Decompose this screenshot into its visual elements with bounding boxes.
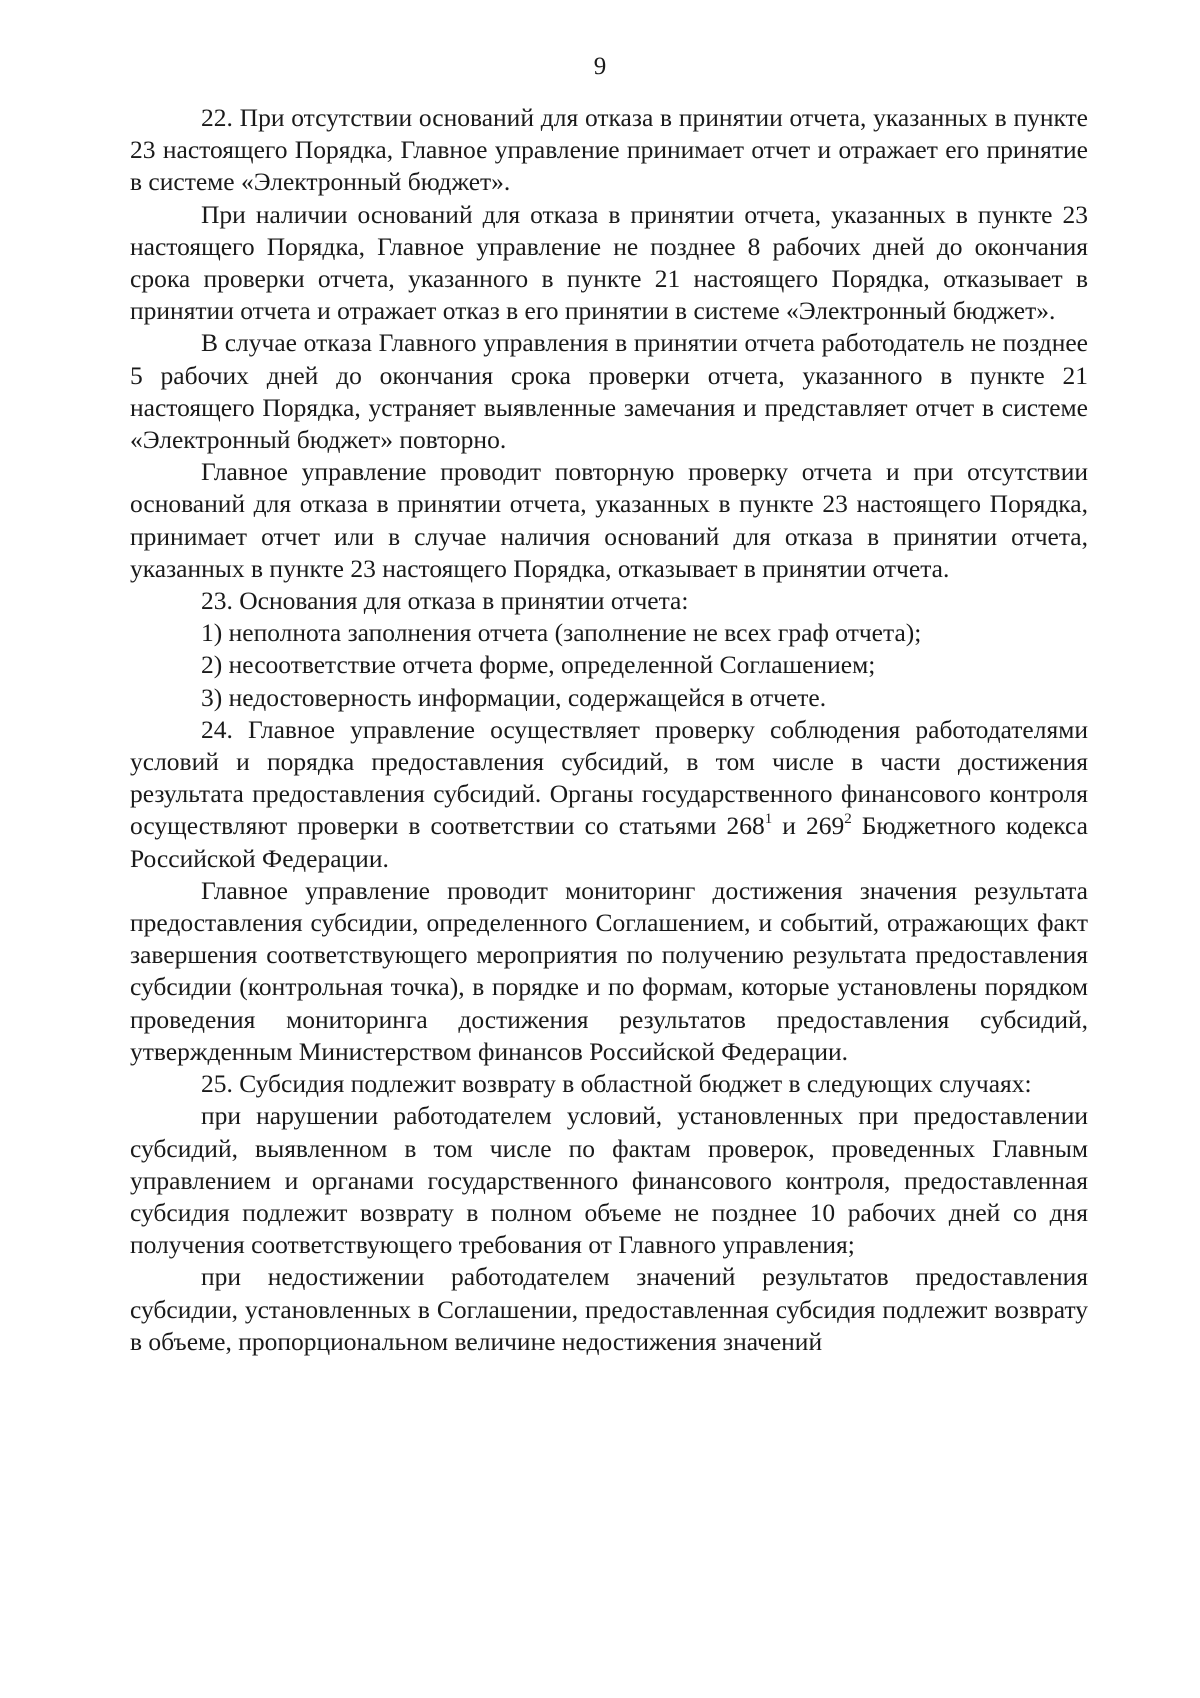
paragraph-25-violation-case: при нарушении работодателем условий, установленных при предоставлении субсидий, выявленном в том числе по фактам проверок, проведенных Главным управлением и органами государственного финансового контроля, предоставленная субсидия подлежит возврату в полном объеме не позднее 10 рабочих дней со дня получения соответствующего требования от Главного управления; <box>130 1101 1088 1260</box>
paragraph-22: 22. При отсутствии оснований для отказа в принятии отчета, указанных в пункте 23 настоящего Порядка, Главное управление принимает отчет и отражает его принятие в системе «Электронный бюджет». <box>130 103 1088 197</box>
paragraph-24 <box>130 714 1088 875</box>
list-item-2: 2) несоответствие отчета форме, определенной Соглашением; <box>201 650 876 680</box>
document-body <box>130 102 1088 1358</box>
paragraph-24-text-3: Бюджетного кодекса Российской Федерации. <box>130 811 1088 873</box>
superscript-article-2: 2 <box>844 810 852 827</box>
paragraph-22-resubmission: В случае отказа Главного управления в принятии отчета работодатель не позднее 5 рабочих дней до окончания срока проверки отчета, указанного в пункте 21 настоящего Порядка, устраняет выявленные замечания и представляет отчет в системе «Электронный бюджет» повторно. <box>130 328 1088 455</box>
paragraph-22-refusal: При наличии оснований для отказа в принятии отчета, указанных в пункте 23 настоящего Порядка, Главное управление не позднее 8 рабочих дней до окончания срока проверки отчета, указанного в пункте 21 настоящего Порядка, отказывает в принятии отчета и отражает отказ в его принятии в системе «Электронный бюджет». <box>130 199 1088 326</box>
paragraph-22-recheck: Главное управление проводит повторную проверку отчета и при отсутствии оснований для отказа в принятии отчета, указанных в пункте 23 настоящего Порядка, принимает отчет или в случае наличия оснований для отказа в принятии отчета, указанных в пункте 23 настоящего Порядка, отказывает в принятии отчета. <box>130 457 1088 583</box>
paragraph-23-heading: 23. Основания для отказа в принятии отчета: <box>201 586 689 616</box>
paragraph-25-underachievement-case: при недостижении работодателем значений результатов предоставления субсидии, установленных в Соглашении, предоставленная субсидия подлежит возврату в объеме, пропорциональном величине недостижения значений <box>130 1262 1088 1356</box>
paragraph-25-heading: 25. Субсидия подлежит возврату в областной бюджет в следующих случаях: <box>201 1069 1032 1099</box>
paragraph-24-monitoring: Главное управление проводит мониторинг достижения значения результата предоставления субсидии, определенного Соглашением, и событий, отражающих факт завершения соответствующего мероприятия по получению результата предоставления субсидии (контрольная точка), в порядке и по формам, которые установлены порядком проведения мониторинга достижения результатов предоставления субсидий, утвержденным Министерством финансов Российской Федерации. <box>130 875 1088 1066</box>
paragraph-24-text-1: 24. Главное управление осуществляет проверку соблюдения работодателями условий и порядка предоставления субсидий, в том числе в части достижения результата предоставления субсидий. Органы государственного финансового контроля осуществляют проверки в соответствии со статьями 268 <box>130 714 1088 841</box>
superscript-article-1: 1 <box>764 810 773 827</box>
list-item-1: 1) неполнота заполнения отчета (заполнение не всех граф отчета); <box>201 618 922 648</box>
page-number: 9 <box>593 53 607 80</box>
list-item-3: 3) недостоверность информации, содержащейся в отчете. <box>201 682 827 712</box>
paragraph-24-text-2: и 269 <box>772 811 845 841</box>
